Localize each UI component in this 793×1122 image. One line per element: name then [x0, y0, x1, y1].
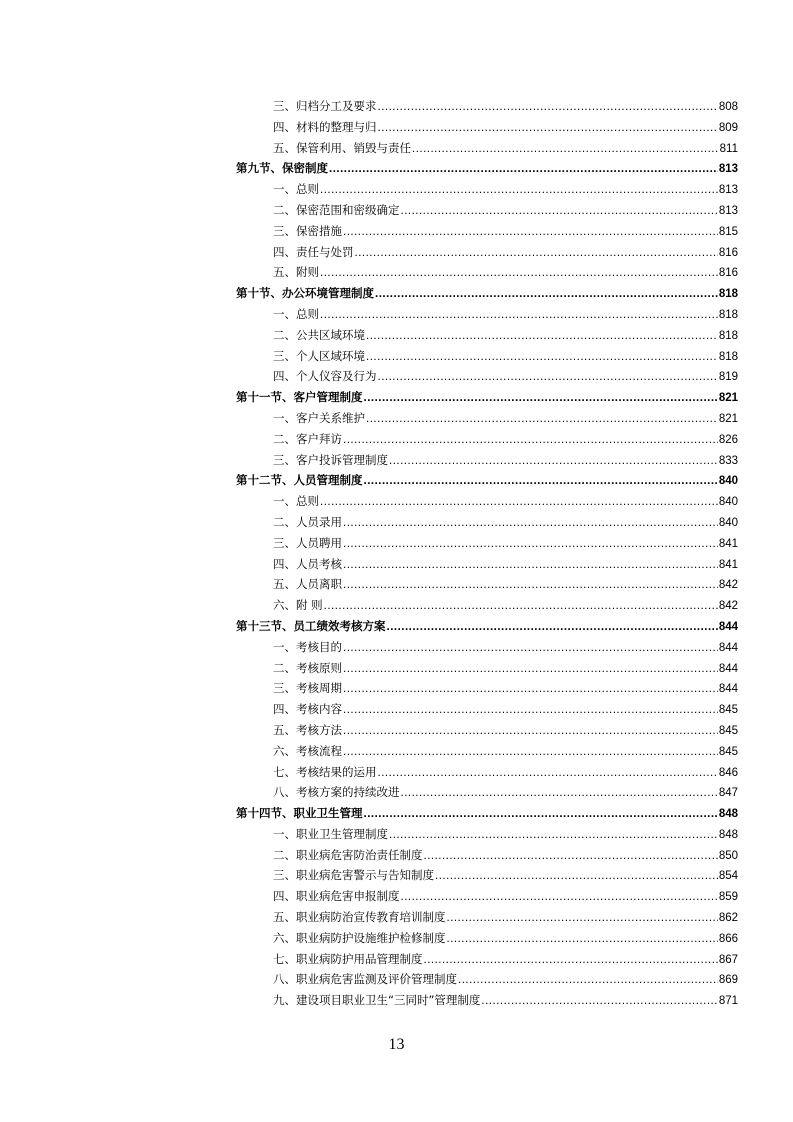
- dot-leader: [343, 679, 718, 699]
- dot-leader: [424, 846, 718, 866]
- toc-entry[interactable]: [236, 595, 738, 616]
- toc-entry-page: 844: [718, 662, 738, 675]
- toc-section-entry[interactable]: [236, 158, 738, 179]
- toc-entry[interactable]: [236, 990, 738, 1011]
- toc-entry-page: 862: [718, 912, 738, 925]
- toc-entry-page: 844: [718, 683, 738, 696]
- toc-entry[interactable]: [236, 720, 738, 741]
- toc-section-entry[interactable]: [236, 283, 738, 304]
- toc-entry-page: 841: [718, 558, 738, 571]
- toc-entry[interactable]: [236, 928, 738, 949]
- toc-entry[interactable]: [236, 865, 738, 886]
- dot-leader: [320, 305, 718, 325]
- toc-entry[interactable]: [236, 782, 738, 803]
- toc-entry-page: 819: [718, 371, 738, 384]
- toc-entry-page: 818: [718, 350, 738, 363]
- page-number: 13: [388, 1036, 405, 1053]
- toc-entry-title: 六、附 则: [273, 598, 323, 613]
- dot-leader: [355, 243, 718, 263]
- toc-section-entry[interactable]: [236, 470, 738, 491]
- toc-entry-page: 842: [718, 579, 738, 592]
- toc-entry-page: 833: [718, 454, 738, 467]
- toc-entry[interactable]: [236, 637, 738, 658]
- toc-entry[interactable]: [236, 138, 738, 159]
- toc-entry-page: 813: [718, 204, 738, 217]
- toc-entry-title: 二、考核原则: [273, 660, 342, 675]
- toc-entry-title: 七、考核结果的运用: [273, 764, 377, 779]
- toc-entry[interactable]: [236, 346, 738, 367]
- toc-entry-title: 第九节、保密制度: [236, 161, 328, 176]
- toc-entry-title: 一、总则: [273, 306, 319, 321]
- toc-entry-page: 818: [718, 329, 738, 342]
- toc-entry-title: 一、考核目的: [273, 639, 342, 654]
- dot-leader: [389, 825, 718, 845]
- toc-entry[interactable]: [236, 762, 738, 783]
- toc-entry-title: 四、责任与处罚: [273, 244, 354, 259]
- toc-entry-page: 848: [718, 828, 738, 841]
- toc-entry-title: 第十三节、员工绩效考核方案: [236, 618, 386, 633]
- dot-leader: [329, 159, 718, 179]
- toc-entry-page: 847: [718, 787, 738, 800]
- dot-leader: [447, 929, 718, 949]
- toc-entry-title: 六、考核流程: [273, 743, 342, 758]
- dot-leader: [364, 388, 718, 408]
- toc-entry-page: 818: [718, 288, 738, 301]
- toc-entry-title: 二、职业病危害防治责任制度: [273, 847, 423, 862]
- toc-entry-page: 811: [719, 142, 738, 155]
- toc-entry[interactable]: [236, 533, 738, 554]
- toc-entry-page: 844: [718, 620, 738, 633]
- toc-entry[interactable]: [236, 678, 738, 699]
- dot-leader: [401, 783, 718, 803]
- toc-entry-page: 846: [718, 766, 738, 779]
- toc-entry-title: 一、总则: [273, 182, 319, 197]
- toc-entry-title: 四、考核内容: [273, 702, 342, 717]
- dot-leader: [343, 638, 718, 658]
- toc-entry[interactable]: [236, 886, 738, 907]
- toc-entry-title: 第十四节、职业卫生管理: [236, 806, 363, 821]
- toc-entry-page: 840: [718, 475, 738, 488]
- dot-leader: [366, 347, 718, 367]
- toc-entry-page: 821: [718, 412, 738, 425]
- toc-entry-page: 813: [718, 184, 738, 197]
- toc-entry[interactable]: [236, 429, 738, 450]
- toc-entry-title: 一、职业卫生管理制度: [273, 826, 388, 841]
- toc-entry-page: 840: [718, 516, 738, 529]
- toc-entry-title: 四、个人仪容及行为: [273, 369, 377, 384]
- toc-entry[interactable]: [236, 491, 738, 512]
- dot-leader: [401, 887, 718, 907]
- toc-entry-title: 四、人员考核: [273, 556, 342, 571]
- toc-entry-title: 五、考核方法: [273, 722, 342, 737]
- toc-entry-title: 二、客户拜访: [273, 431, 342, 446]
- toc-entry[interactable]: [236, 450, 738, 471]
- toc-entry-title: 二、人员录用: [273, 514, 342, 529]
- dot-leader: [320, 492, 718, 512]
- dot-leader: [324, 596, 718, 616]
- dot-leader: [424, 950, 718, 970]
- toc-entry-page: 859: [718, 891, 738, 904]
- dot-leader: [378, 97, 718, 117]
- toc-entry[interactable]: [236, 658, 738, 679]
- toc-entry-page: 809: [718, 121, 738, 134]
- toc-entry-page: 854: [718, 870, 738, 883]
- dot-leader: [389, 451, 718, 471]
- toc-entry-title: 三、考核周期: [273, 681, 342, 696]
- toc-entry-title: 六、职业病防护设施维护检修制度: [273, 930, 446, 945]
- toc-entry-title: 八、考核方案的持续改进: [273, 785, 400, 800]
- dot-leader: [343, 721, 718, 741]
- toc-entry[interactable]: [236, 262, 738, 283]
- toc-entry-title: 四、材料的整理与归: [273, 119, 377, 134]
- toc-entry-title: 三、人员聘用: [273, 535, 342, 550]
- toc-entry[interactable]: [236, 512, 738, 533]
- dot-leader: [343, 575, 718, 595]
- toc-entry[interactable]: [236, 221, 738, 242]
- toc-entry[interactable]: [236, 179, 738, 200]
- toc-entry-title: 五、人员离职: [273, 577, 342, 592]
- toc-entry[interactable]: [236, 325, 738, 346]
- dot-leader: [343, 742, 718, 762]
- toc-entry[interactable]: [236, 845, 738, 866]
- toc-entry-title: 五、附则: [273, 265, 319, 280]
- dot-leader: [378, 763, 718, 783]
- toc-entry-title: 一、总则: [273, 494, 319, 509]
- toc-entry-page: 808: [718, 101, 738, 113]
- toc-entry-page: 840: [718, 496, 738, 509]
- toc-entry[interactable]: [236, 366, 738, 387]
- toc-entry[interactable]: [236, 242, 738, 263]
- toc-entry-title: 四、职业病危害申报制度: [273, 889, 400, 904]
- toc-entry-title: 五、职业病防治宣传教育培训制度: [273, 910, 446, 925]
- toc-entry-page: 866: [718, 932, 738, 945]
- toc-entry-page: 821: [718, 392, 738, 405]
- dot-leader: [378, 118, 718, 138]
- toc-entry-page: 844: [718, 641, 738, 654]
- toc-entry-page: 816: [718, 246, 738, 259]
- dot-leader: [343, 430, 718, 450]
- toc-entry[interactable]: [236, 824, 738, 845]
- dot-leader: [481, 991, 717, 1011]
- toc-entry[interactable]: [236, 304, 738, 325]
- toc-entry-title: 三、职业病危害警示与告知制度: [273, 868, 434, 883]
- toc-entry[interactable]: [236, 574, 738, 595]
- dot-leader: [387, 617, 718, 637]
- toc-entry[interactable]: [236, 96, 738, 117]
- toc-entry[interactable]: [236, 200, 738, 221]
- dot-leader: [375, 284, 718, 304]
- toc-entry-page: 841: [718, 537, 738, 550]
- toc-entry-page: 816: [718, 267, 738, 280]
- dot-leader: [458, 970, 718, 990]
- dot-leader: [343, 222, 718, 242]
- toc-entry-title: 三、保密措施: [273, 223, 342, 238]
- toc-entry[interactable]: [236, 117, 738, 138]
- toc-entry-page: 867: [718, 953, 738, 966]
- dot-leader: [364, 471, 718, 491]
- dot-leader: [320, 180, 718, 200]
- toc-entry-title: 第十二节、人员管理制度: [236, 473, 363, 488]
- dot-leader: [366, 409, 718, 429]
- dot-leader: [378, 367, 718, 387]
- toc-entry-page: 871: [718, 995, 738, 1008]
- dot-leader: [320, 263, 718, 283]
- dot-leader: [343, 700, 718, 720]
- toc-entry-page: 842: [718, 600, 738, 613]
- toc-entry-title: 八、职业病危害监测及评价管理制度: [273, 972, 457, 987]
- dot-leader: [343, 555, 718, 575]
- toc-entry[interactable]: [236, 969, 738, 990]
- toc-section-entry[interactable]: [236, 616, 738, 637]
- toc-entry-page: 818: [718, 308, 738, 321]
- toc-section-entry[interactable]: [236, 387, 738, 408]
- toc-entry-page: 845: [718, 704, 738, 717]
- toc-entry[interactable]: [236, 741, 738, 762]
- toc-entry-title: 第十节、办公环境管理制度: [236, 286, 374, 301]
- toc-entry-page: 813: [718, 163, 738, 176]
- toc-entry-title: 第十一节、客户管理制度: [236, 390, 363, 405]
- toc-entry-title: 五、保管利用、销毁与责任: [273, 140, 411, 155]
- dot-leader: [401, 201, 718, 221]
- dot-leader: [343, 534, 718, 554]
- toc-entry[interactable]: [236, 949, 738, 970]
- dot-leader: [447, 908, 718, 928]
- toc-entry-page: 845: [718, 724, 738, 737]
- toc-entry-page: 845: [718, 745, 738, 758]
- toc-entry[interactable]: [236, 554, 738, 575]
- dot-leader: [435, 866, 718, 886]
- toc-entry[interactable]: [236, 907, 738, 928]
- toc-entry-page: 848: [718, 808, 738, 821]
- toc-entry-title: 七、职业病防护用品管理制度: [273, 951, 423, 966]
- dot-leader: [364, 804, 718, 824]
- toc-entry-title: 三、归档分工及要求: [273, 99, 377, 113]
- toc-entry-title: 九、建设项目职业卫生“三同时”管理制度: [273, 993, 481, 1008]
- toc-entry-title: 二、保密范围和密级确定: [273, 202, 400, 217]
- table-of-contents: [236, 96, 738, 1011]
- dot-leader: [343, 513, 718, 533]
- toc-entry-title: 三、客户投诉管理制度: [273, 452, 388, 467]
- toc-entry-page: 826: [718, 433, 738, 446]
- dot-leader: [412, 139, 719, 159]
- toc-entry[interactable]: [236, 408, 738, 429]
- toc-entry-title: 二、公共区域环境: [273, 327, 365, 342]
- toc-entry-page: 869: [718, 974, 738, 987]
- toc-entry[interactable]: [236, 699, 738, 720]
- dot-leader: [343, 659, 718, 679]
- dot-leader: [366, 326, 718, 346]
- toc-entry-title: 一、客户关系维护: [273, 410, 365, 425]
- toc-entry-title: 三、个人区域环境: [273, 348, 365, 363]
- toc-entry-page: 850: [718, 849, 738, 862]
- toc-section-entry[interactable]: [236, 803, 738, 824]
- toc-entry-page: 815: [718, 225, 738, 238]
